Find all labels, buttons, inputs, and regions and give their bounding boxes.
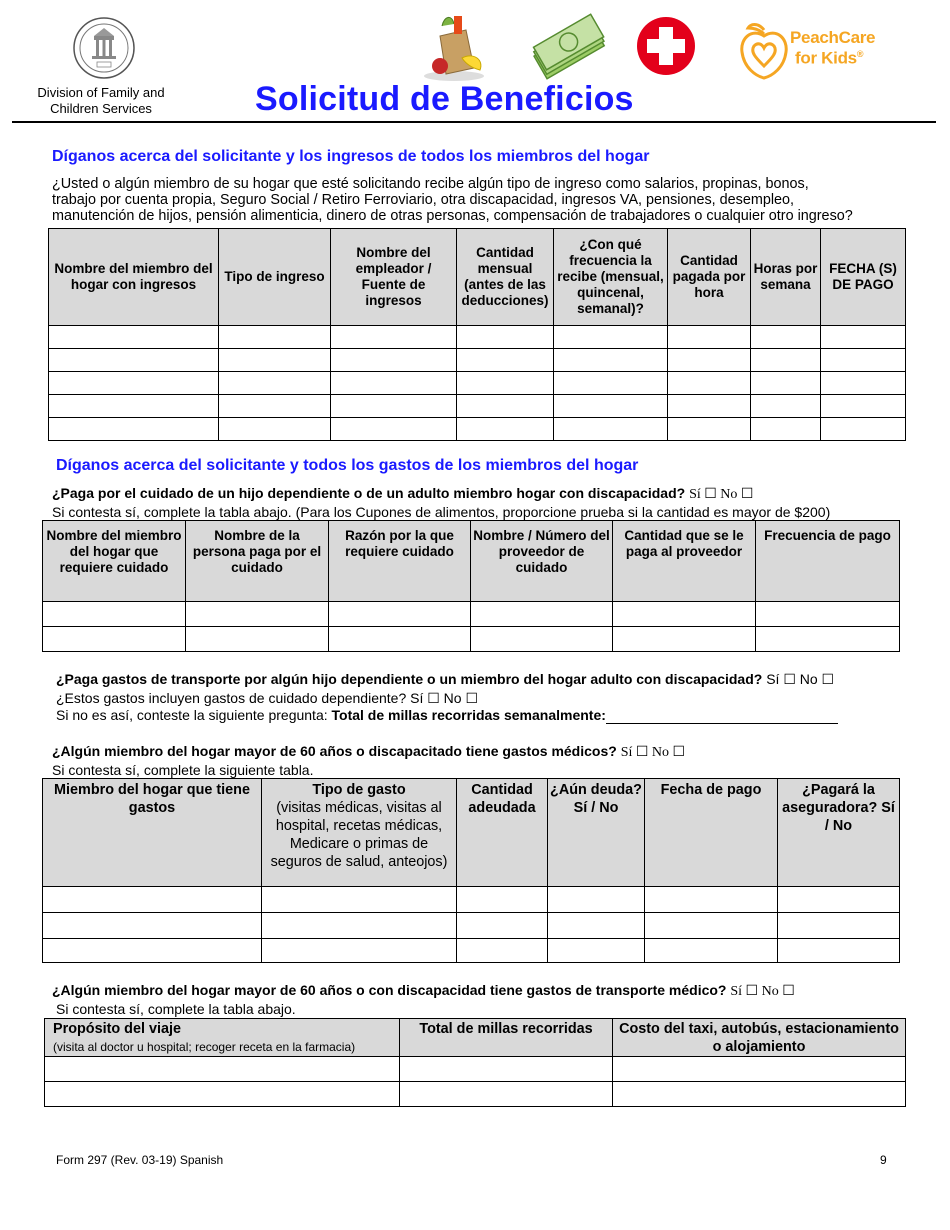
medical-col-title: Miembro del hogar que tiene gastos	[54, 782, 250, 816]
form-id: Form 297 (Rev. 03-19) Spanish	[56, 1153, 224, 1167]
agency-line-1: Division of Family and	[37, 85, 165, 100]
medical-col-title: Cantidad adeudada	[468, 782, 536, 816]
medtrans-col-title: Propósito del viaje	[53, 1021, 181, 1037]
medical-col-title: ¿Aún deuda? Sí / No	[550, 782, 642, 816]
care-header-row	[43, 521, 900, 602]
care-col-header: Cantidad que se le paga al proveedor	[613, 521, 756, 602]
agency-name	[20, 85, 182, 117]
transport-question-line	[56, 671, 834, 688]
care-note: Si contesta sí, complete la tabla abajo. (Para los Cupones de alimentos, proporcione prueba si la cantidad es mayor de $200)	[52, 504, 831, 520]
medtrans-header-row	[45, 1019, 906, 1057]
income-col-header: Cantidad mensual (antes de las deducciones)	[457, 229, 554, 326]
medtrans-col-detail: (visita al doctor u hospital; recoger receta en la farmacia)	[53, 1040, 356, 1054]
medical-col-detail: (visitas médicas, visitas al hospital, recetas médicas, Medicare o primas de seguros de salud, anteojos)	[270, 800, 448, 870]
transport-miles-line	[56, 707, 838, 724]
transport-question: ¿Paga gastos de transporte por algún hijo dependiente o un miembro del hogar adulto con discapacidad?	[56, 671, 763, 687]
registered-mark: ®	[856, 49, 864, 59]
transport-options[interactable]: Sí ☐ No ☐	[766, 671, 835, 687]
medical-col-header	[548, 779, 645, 887]
grocery-bag-icon	[418, 12, 490, 82]
medical-cross-icon	[636, 16, 696, 76]
care-options[interactable]: Sí ☐ No ☐	[689, 487, 754, 502]
transport-miles-label: Total de millas recorridas semanalmente:	[331, 707, 606, 723]
medical-col-header	[457, 779, 548, 887]
medical-col-header	[778, 779, 900, 887]
income-col-header: Nombre del miembro del hogar con ingresos	[49, 229, 219, 326]
care-col-header: Nombre de la persona paga por el cuidado	[186, 521, 329, 602]
medical-col-title: Tipo de gasto	[312, 782, 406, 798]
medical-header-row	[43, 779, 900, 887]
income-col-header: ¿Con qué frecuencia la recibe (mensual, quincenal, semanal)?	[554, 229, 668, 326]
medtrans-options[interactable]: Sí ☐ No ☐	[730, 984, 795, 999]
income-question-line: trabajo por cuenta propia, Seguro Social / Retiro Ferroviario, otra discapacidad, ingresos VA, pensiones, desempleo,	[52, 192, 795, 208]
medical-col-header	[43, 779, 262, 887]
medtrans-question-line	[52, 982, 795, 1000]
income-col-header: Nombre del empleador / Fuente de ingresos	[331, 229, 457, 326]
medical-options[interactable]: Sí ☐ No ☐	[620, 745, 686, 760]
medtrans-col-header: Costo del taxi, autobús, estacionamiento o alojamiento	[613, 1019, 906, 1057]
medical-note: Si contesta sí, complete la siguiente tabla.	[52, 762, 314, 778]
page-number: 9	[880, 1153, 887, 1167]
income-col-header: FECHA (S) DE PAGO	[821, 229, 906, 326]
income-heading: Díganos acerca del solicitante y los ingresos de todos los miembros del hogar	[52, 148, 650, 165]
medical-question-line	[52, 743, 685, 761]
agency-line-2: Children Services	[50, 101, 152, 116]
income-table	[48, 228, 906, 441]
expenses-heading: Díganos acerca del solicitante y todos los gastos de los miembros del hogar	[56, 457, 639, 474]
table-row	[43, 887, 900, 913]
table-row	[49, 418, 906, 441]
care-table	[42, 520, 900, 652]
care-col-header: Nombre / Número del proveedor de cuidado	[471, 521, 613, 602]
table-row	[45, 1082, 906, 1107]
medical-col-title: Fecha de pago	[660, 782, 762, 798]
medical-col-header	[262, 779, 457, 887]
table-row	[49, 372, 906, 395]
care-col-header: Nombre del miembro del hogar que requiere cuidado	[43, 521, 186, 602]
care-col-header: Razón por la que requiere cuidado	[329, 521, 471, 602]
table-row	[45, 1057, 906, 1082]
care-col-header: Frecuencia de pago	[756, 521, 900, 602]
table-row	[49, 326, 906, 349]
income-question-line: manutención de hijos, pensión alimenticia, dinero de otras personas, compensación de trabajadores o cualquier otro ingreso?	[52, 208, 853, 224]
medtrans-col-header	[45, 1019, 400, 1057]
miles-input-line[interactable]	[606, 709, 838, 724]
peachcare-line-1: PeachCare	[790, 28, 876, 47]
medtrans-note: Si contesta sí, complete la tabla abajo.	[56, 1001, 296, 1017]
money-stack-icon	[528, 12, 608, 82]
medtrans-question: ¿Algún miembro del hogar mayor de 60 años o con discapacidad tiene gastos de transporte médico?	[52, 982, 727, 998]
income-col-header: Cantidad pagada por hora	[668, 229, 751, 326]
medical-question: ¿Algún miembro del hogar mayor de 60 años o discapacitado tiene gastos médicos?	[52, 743, 617, 759]
table-row	[43, 913, 900, 939]
table-row	[49, 349, 906, 372]
medical-table	[42, 778, 900, 963]
table-row	[49, 395, 906, 418]
georgia-seal-logo	[72, 16, 136, 80]
transport-miles-prefix: Si no es así, conteste la siguiente pregunta:	[56, 707, 332, 723]
page-title: Solicitud de Beneficios	[255, 80, 634, 118]
medtrans-table	[44, 1018, 906, 1107]
medtrans-col-header: Total de millas recorridas	[400, 1019, 613, 1057]
table-row	[43, 627, 900, 652]
income-col-header: Tipo de ingreso	[219, 229, 331, 326]
peachcare-logo	[738, 22, 876, 84]
peachcare-line-2: for Kids	[795, 48, 857, 68]
table-row	[43, 602, 900, 627]
income-col-header: Horas por semana	[751, 229, 821, 326]
header-divider	[12, 121, 936, 123]
income-question-line: ¿Usted o algún miembro de su hogar que esté solicitando recibe algún tipo de ingreso como salarios, propinas, bonos,	[52, 176, 809, 192]
income-question	[52, 176, 932, 224]
transport-sub-question[interactable]: ¿Estos gastos incluyen gastos de cuidado dependiente? Sí ☐ No ☐	[56, 690, 479, 706]
table-row	[43, 939, 900, 963]
medical-col-title: ¿Pagará la aseguradora? Sí / No	[782, 782, 895, 834]
care-question-line	[52, 485, 753, 503]
income-header-row	[49, 229, 906, 326]
medical-col-header	[645, 779, 778, 887]
care-question: ¿Paga por el cuidado de un hijo dependiente o de un adulto miembro hogar con discapacidad?	[52, 485, 686, 501]
